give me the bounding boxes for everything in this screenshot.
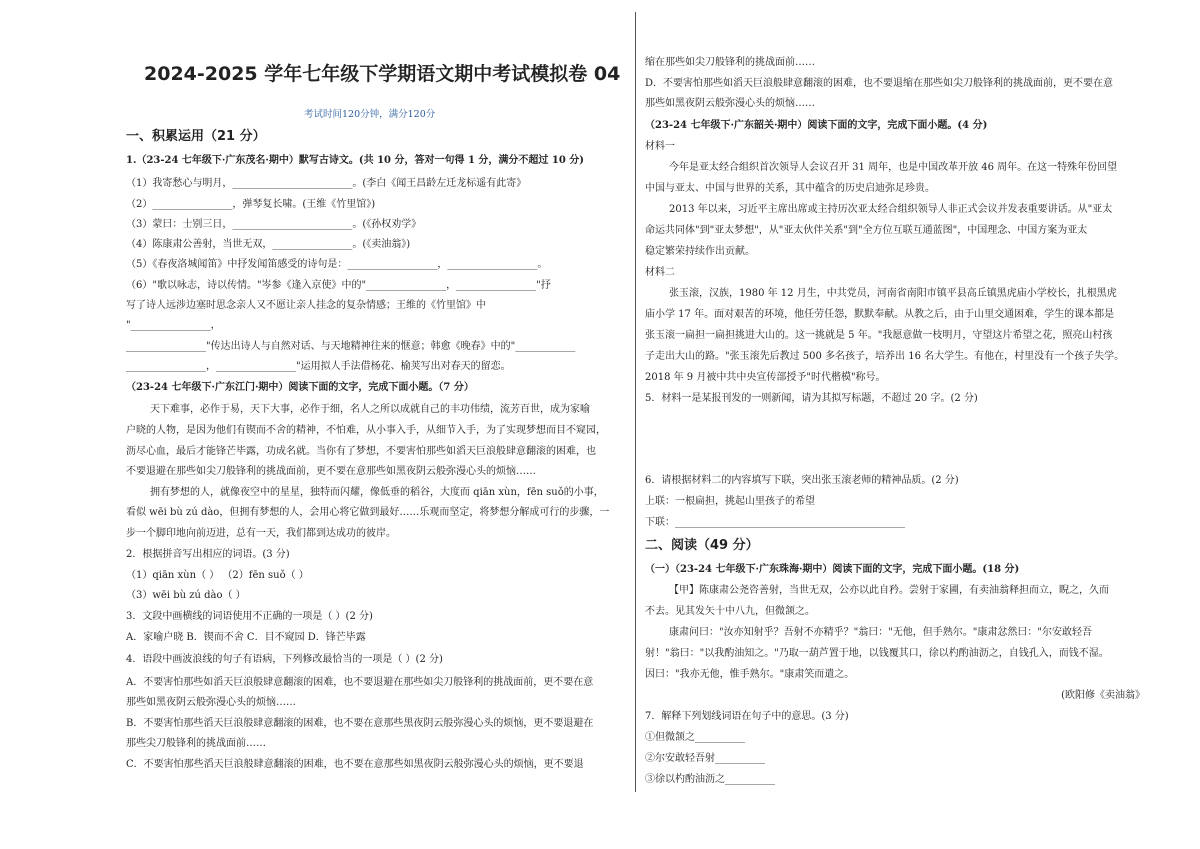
passage-line: 不要退避在那些如尖刀般锋利的挑战面前，更不要在意那些如黑夜阴云般弥漫心头的烦恼…… bbox=[126, 466, 536, 477]
passage-line: 【甲】陈康肃公尧咨善射，当世无双，公亦以此自矜。尝射于家圃，有卖油翁释担而立，睨之，久而 bbox=[669, 585, 1109, 596]
option-line: C．不要害怕那些滔天巨浪般肆意翻滚的困难，也不要在意那些如黑夜阴云般弥漫心头的烦恼，更不要退 bbox=[126, 759, 584, 770]
passage-line: 子走出大山的路。"张玉滚先后教过 500 多名孩子，培养出 16 名大学生。有他在，村里没有一个孩子失学。 bbox=[645, 351, 1125, 362]
couplet-lower: 下联：______________________________________________ bbox=[645, 517, 905, 528]
passage-line: 中国与亚太、中国与世界的关系，其中蕴含的历史启迪弥足珍贵。 bbox=[645, 183, 935, 194]
passage-line: 张玉滚，汉族，1980 年 12 月生，中共党员，河南省南阳市镇平县高丘镇黑虎庙小学校长，扎根黑虎 bbox=[669, 288, 1117, 299]
text-line: （5）《春夜洛城闻笛》中抒发闻笛感受的诗句是：__________________，__________________。 bbox=[126, 259, 548, 270]
passage-line: 不去。见其发矢十中八九，但微颔之。 bbox=[645, 606, 815, 617]
option-line: 那些尖刀般锋利的挑战面前…… bbox=[126, 738, 266, 749]
passage-line: 庙小学 17 年。面对艰苦的环境，他任劳任怨，默默奉献。从教之后，由于山里交通困难，学生的课本都是 bbox=[645, 309, 1115, 320]
question-1: 1.（23-24 七年级下·广东茂名·期中）默写古诗文。(共 10 分，答对一句得 1 分，满分不超过 10 分) bbox=[126, 155, 585, 166]
text-line: （2）________________，弹琴复长啸。(王维《竹里馆》) bbox=[126, 199, 376, 210]
passage-line: 步一个脚印地向前迈进，总有一天，我们都到达成功的彼岸。 bbox=[126, 528, 396, 539]
options-line: A．家喻户晓 B．锲而不舍 C．目不窥园 D．锋芒毕露 bbox=[126, 632, 366, 643]
passage-line: 射！"翁曰："以我酌油知之。"乃取一葫芦置于地，以钱覆其口，徐以杓酌油沥之，自钱孔入，而钱不湿。 bbox=[645, 648, 1109, 659]
section-heading: 二、阅读（49 分） bbox=[645, 538, 759, 553]
option-line: D．不要害怕那些如滔天巨浪般肆意翻滚的困难，也不要退缩在那些如尖刀般锋利的挑战面前，更不要在意 bbox=[645, 78, 1114, 89]
material-label: 材料一 bbox=[645, 141, 675, 152]
text-line: ________________"传达出诗人与自然对话、与天地精神往来的惬意；韩愈《晚春》中的"____________ bbox=[126, 341, 576, 352]
section-heading: 一、积累运用（21 分） bbox=[126, 129, 266, 144]
text-line: 写了诗人远涉边塞时思念亲人又不愿让亲人挂念的复杂情感；王维的《竹里馆》中 bbox=[126, 300, 486, 311]
text-line: （3）蒙曰：士别三日，________________________。(《孙权劝学》 bbox=[126, 219, 422, 230]
column-divider bbox=[635, 12, 636, 792]
text-line: （3）wēi bù zú dào（ ） bbox=[126, 590, 246, 601]
text-line: ①但微颔之__________ bbox=[645, 732, 745, 743]
question-6: 6．请根据材料二的内容填写下联，突出张玉滚老师的精神品质。(2 分) bbox=[645, 475, 959, 486]
couplet-upper: 上联：一根扁担，挑起山里孩子的希望 bbox=[645, 496, 815, 507]
question-7: 7．解释下列划线词语在句子中的意思。(3 分) bbox=[645, 711, 849, 722]
passage-line: 康肃问曰："汝亦知射乎？吾射不亦精乎？"翁曰："无他，但手熟尔。"康肃忿然曰："尔安敢轻吾 bbox=[669, 627, 1092, 638]
text-line: （1）qiān xùn（ ） （2）fēn suǒ（ ） bbox=[126, 570, 309, 581]
question-2: 2．根据拼音写出相应的词语。(3 分) bbox=[126, 549, 290, 560]
passage-line: 看似 wēi bù zú dào，但拥有梦想的人，会用心将它做到最好……乐观而坚定，将梦想分解成可行的步骤，一 bbox=[126, 507, 610, 518]
exam-info: 考试时间120分钟，满分120分 bbox=[304, 109, 436, 120]
passage-line: 天下难事，必作于易，天下大事，必作于细，名人之所以成就自己的丰功伟绩，流芳百世，成为家喻 bbox=[150, 404, 590, 415]
question-3: 3．文段中画横线的词语使用不正确的一项是（ ）(2 分) bbox=[126, 611, 373, 622]
passage-heading: （23-24 七年级下·广东韶关·期中）阅读下面的文字，完成下面小题。(4 分) bbox=[645, 120, 988, 131]
text-line: （4）陈康肃公善射，当世无双，________________。(《卖油翁》) bbox=[126, 239, 411, 250]
passage-source: (欧阳修《卖油翁》 bbox=[1061, 690, 1145, 701]
passage-line: 拥有梦想的人，就像夜空中的星星，独特而闪耀，像低垂的稻谷，大度而 qiān xùn，fēn suǒ的小事， bbox=[150, 487, 604, 498]
passage-line: 稳定繁荣持续作出贡献。 bbox=[645, 246, 755, 257]
passage-heading: （23-24 七年级下·广东江门·期中）阅读下面的文字，完成下面小题。（7 分） bbox=[126, 382, 474, 393]
option-line: 缩在那些如尖刀般锋利的挑战面前…… bbox=[645, 57, 815, 68]
passage-line: 2018 年 9 月被中共中央宣传部授予"时代楷模"称号。 bbox=[645, 372, 886, 383]
exam-title: 2024-2025 学年七年级下学期语文期中考试模拟卷 04 bbox=[144, 63, 621, 85]
passage-line: 户晓的人物，是因为他们有锲而不舍的精神，不怕难，从小事入手，从细节入手，为了实现梦想而目不窥园， bbox=[126, 425, 606, 436]
question-5: 5．材料一是某报刊发的一则新闻，请为其拟写标题，不超过 20 字。(2 分) bbox=[645, 393, 978, 404]
text-line: ________________，________________"运用拟人手法借杨花、榆荚写出对春天的留恋。 bbox=[126, 361, 511, 372]
option-line: A．不要害怕那些如滔天巨浪般肆意翻滚的困难，也不要退避在那些如尖刀般锋利的挑战面前，更不要在意 bbox=[126, 677, 594, 688]
option-line: 那些如黑夜阴云般弥漫心头的烦恼…… bbox=[645, 98, 815, 109]
passage-line: 因曰："我亦无他，惟手熟尔。"康肃笑而遣之。 bbox=[645, 669, 855, 680]
passage-line: 今年是亚太经合组织首次领导人会议召开 31 周年，也是中国改革开放 46 周年。在这一特殊年份回望 bbox=[669, 162, 1118, 173]
question-4: 4．语段中画波浪线的句子有语病，下列修改最恰当的一项是（ ）(2 分) bbox=[126, 654, 443, 665]
text-line: "________________， bbox=[126, 320, 221, 331]
text-line: ②尔安敢轻吾射__________ bbox=[645, 753, 765, 764]
passage-line: 沥尽心血，最后才能锋芒毕露，功成名就。当你有了梦想，不要害怕那些如滔天巨浪般肆意翻滚的困难，也 bbox=[126, 446, 596, 457]
text-line: ③徐以杓酌油沥之__________ bbox=[645, 774, 775, 785]
passage-line: 命运共同体"到"亚太梦想"，从"亚太伙伴关系"到"全方位互联互通蓝图"，中国理念、中国方案为亚太 bbox=[645, 225, 1088, 236]
passage-line: 张玉滚一扁担一扁担挑进大山的。这一挑就是 5 年。"我愿意做一枝明月，守望这片希望之花，照亮山村孩 bbox=[645, 330, 1113, 341]
material-label: 材料二 bbox=[645, 267, 675, 278]
passage-heading: （一）（23-24 七年级下·广东珠海·期中）阅读下面的文字，完成下面小题。(18 分) bbox=[645, 564, 1020, 575]
text-line: （1）我寄愁心与明月，________________________。(李白《闻王昌龄左迁龙标遥有此寄》 bbox=[126, 178, 527, 189]
option-line: B．不要害怕那些滔天巨浪般肆意翻滚的困难，也不要在意那些黑夜阴云般弥漫心头的烦恼，更不要退避在 bbox=[126, 718, 594, 729]
passage-line: 2013 年以来，习近平主席出席或主持历次亚太经合组织领导人非正式会议并发表重要讲话。从"亚太 bbox=[669, 204, 1113, 215]
option-line: 那些如黑夜阴云般弥漫心头的烦恼…… bbox=[126, 697, 296, 708]
text-line: （6）"歌以咏志，诗以传情。"岑参《逢入京使》中的"________________，________________"抒 bbox=[126, 280, 551, 291]
